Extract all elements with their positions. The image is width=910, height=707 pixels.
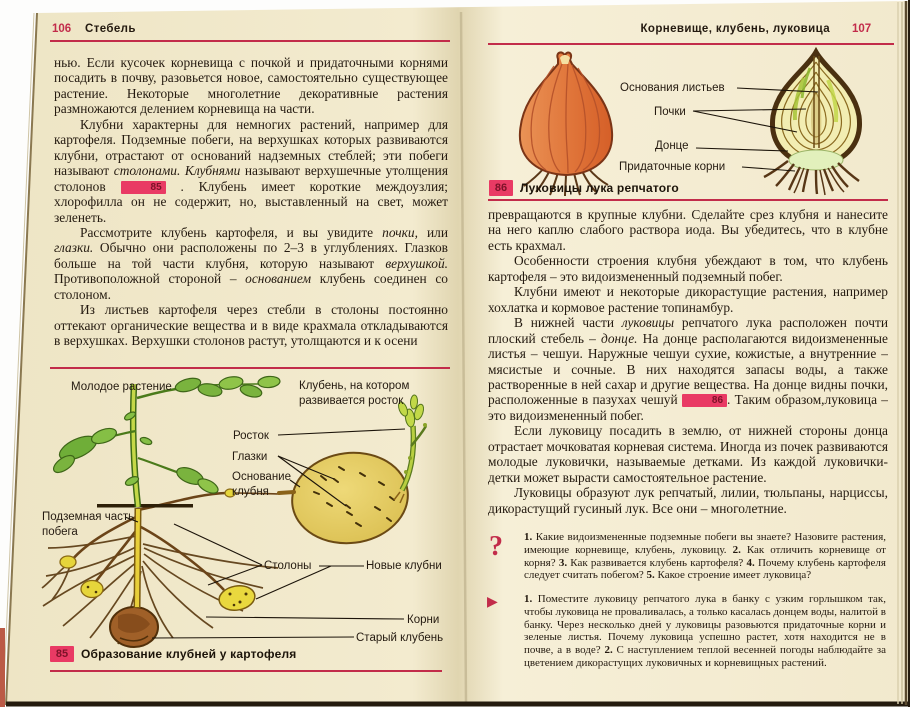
figure-ref-badge: 85 <box>121 181 166 194</box>
paragraph <box>488 423 888 485</box>
bold-run: 2. <box>732 543 741 556</box>
paragraph <box>488 485 888 516</box>
label-young-plant: Молодое растение <box>71 381 172 393</box>
text-run: Почему клубень картофеля следует считать побегом? <box>524 556 886 582</box>
italic-run: луковицы <box>621 315 675 331</box>
paragraph <box>488 284 888 315</box>
italic-run: глазки. <box>54 240 94 256</box>
tasks-text <box>524 593 886 675</box>
text-run: Поместите луковицу репчатого лука в банку с узким горлышком так, чтобы луковица не проваливалась, а только касалась донцем воды, налитой в банку. Через несколько дней у луковицы разовьются придаточные корни и зеленые листья. Почему луковица успешно растет, хотя находится не в почве, а в воде? <box>524 593 886 657</box>
figure-bottom-rule-right <box>488 199 888 201</box>
text-run: нью. Если кусочек корневища с почкой и придаточными корнями посадить в почву, разовьется новое, самостоятельно существующее растение. Некоторые многолетние декоративные растения размножаются делением корневища на части. <box>54 55 448 117</box>
bold-run: 1. <box>524 593 533 605</box>
label-tuber-base: Основание клубня <box>232 471 291 498</box>
label-underground-shoot: Подземная часть побега <box>42 511 135 538</box>
text-run: В нижней части <box>514 315 622 331</box>
label-stolons: Столоны <box>264 560 312 572</box>
running-head-left: Стебель <box>85 23 136 35</box>
text-run: Противоположной стороной – <box>54 271 246 287</box>
page-number-left: 106 <box>52 23 72 35</box>
text-run: Как отличить корневище от корня? <box>524 543 886 569</box>
label-bottom-plate: Донце <box>655 140 689 152</box>
questions-icon: ? <box>489 531 503 562</box>
paragraph <box>54 302 448 348</box>
label-old-tuber: Старый клубень <box>356 632 444 644</box>
italic-run: столонами. Клубнями <box>113 163 241 179</box>
italic-run: донце. <box>601 330 638 346</box>
text-run: Какое строение имеет луковица? <box>654 569 812 582</box>
paragraph <box>488 315 888 423</box>
label-roots: Корни <box>407 614 440 626</box>
bold-run: 5. <box>646 569 655 582</box>
italic-run: верхушкой. <box>385 255 448 271</box>
bold-run: 3. <box>558 556 568 569</box>
text-run: называют верхушечные утолщения столонов <box>54 163 448 194</box>
text-run: С наступлением теплой весенней погоды наблюдайте за цветением дикорастущих луковичных и корневищных растений. <box>524 644 886 669</box>
figure-bottom-rule-left <box>50 670 442 672</box>
text-run: Клубни имеют и некоторые дикорастущие растения, например хохлатка и кормовое растение топинамбур. <box>488 284 888 315</box>
figure-ref-badge: 86 <box>682 394 727 407</box>
text-run: или <box>417 224 448 240</box>
questions-text <box>524 531 886 587</box>
text-run: клубень соединен со столоном. <box>54 271 448 302</box>
label-tuber-with-sprout: Клубень, на котором развивается росток <box>299 380 410 407</box>
paragraph <box>54 225 448 302</box>
text-run: Какие видоизмененные подземные побеги вы знаете? Назовите растения, имеющие корневище, клубень, луковицу. <box>524 531 886 556</box>
text-run: Как развивается клубень картофеля? <box>567 556 747 569</box>
fig86-number-badge: 86 <box>489 180 513 196</box>
header-rule-left <box>50 40 450 42</box>
italic-run: основанием <box>245 271 312 287</box>
page-number-right: 107 <box>852 23 872 35</box>
text-run: Рассмотрите клубень картофеля, и вы увидите <box>80 224 383 240</box>
text-run: Из листьев картофеля через стебли в столоны постоянно оттекают органические вещества и в виде крахмала откладываются в верхушках. Верхушки столонов растут, утолщаются и к осени <box>54 302 448 349</box>
fig85-number-badge: 85 <box>50 646 74 662</box>
paragraph <box>54 55 448 117</box>
text-run: Луковицы образуют лук репчатый, лилии, тюльпаны, нарциссы, дикорастущий гусиный лук. Все они – многолетние. <box>488 485 888 516</box>
italic-run: почки, <box>382 224 418 240</box>
left-page-text <box>54 55 448 366</box>
tasks-arrow-icon: ▶ <box>487 594 498 610</box>
label-buds: Почки <box>654 106 686 118</box>
paragraph <box>488 207 888 253</box>
text-run: Обычно они расположены по 2–3 в углублениях. Глазков больше на той части клубня, которую называют <box>54 240 448 271</box>
label-adventitious-roots: Придаточные корни <box>619 161 726 173</box>
fig85-caption: Образование клубней у картофеля <box>81 647 297 661</box>
text-run: Особенности строения клубня убеждают в том, что клубень картофеля – это видоизмененный подземный побег. <box>488 253 888 284</box>
bold-run: 4. <box>746 556 755 569</box>
figure-top-rule-left <box>50 367 450 369</box>
label-new-tubers: Новые клубни <box>366 560 442 572</box>
running-head-right: Корневище, клубень, луковица <box>640 23 830 35</box>
label-sprout: Росток <box>233 430 269 442</box>
fig86-caption: Луковицы лука репчатого <box>520 181 679 195</box>
paragraph <box>54 117 448 225</box>
fig86-onion-illustration <box>488 48 908 198</box>
label-leaf-bases: Основания листьев <box>620 82 725 94</box>
right-page-text <box>488 207 888 523</box>
header-rule-right <box>488 43 894 45</box>
text-run: репчатого лука расположен почти плоский стебель – <box>488 315 888 346</box>
text-run: На донце располагаются видоизмененные листья – чешуи. Наружные чешуи сухие, кожистые, а внутренние – мясистые и сочные. В них находятся запасы воды, а также растворенные в ней сахар и другие вещества. На донце видны почки, расположенные в пазухах чешуй <box>488 330 888 408</box>
paragraph <box>488 253 888 284</box>
text-run: превращаются в крупные клубни. Сделайте срез клубня и нанесите на него каплю слабого раствора иода. Вы убедитесь, что в клубне есть крахмал. <box>488 207 888 253</box>
bold-run: 1. <box>524 531 533 543</box>
text-run: Клубни характерны для немногих растений, например для картофеля. Подземные побеги, на верхушках которых развиваются клубни, отрастают от оснований надземных стеблей; эти побеги называют <box>54 116 448 179</box>
label-eyes: Глазки <box>232 451 268 463</box>
text-run: . Таким образом,луковица – это видоизмененный побег. <box>488 392 888 423</box>
bold-run: 2. <box>604 644 613 657</box>
text-run: Если луковицу посадить в землю, от нижней стороны донца отрастает мочковатая корневая система. Иногда из почек развиваются молодые луковички, называемые детками. Из каждой луковички-детки может вырасти самостоятельное растение. <box>488 423 888 485</box>
text-run: . Клубень имеет короткие междоузлия; хлорофилла он не содержит, но, выставленный на свет, может зеленеть. <box>54 178 448 225</box>
